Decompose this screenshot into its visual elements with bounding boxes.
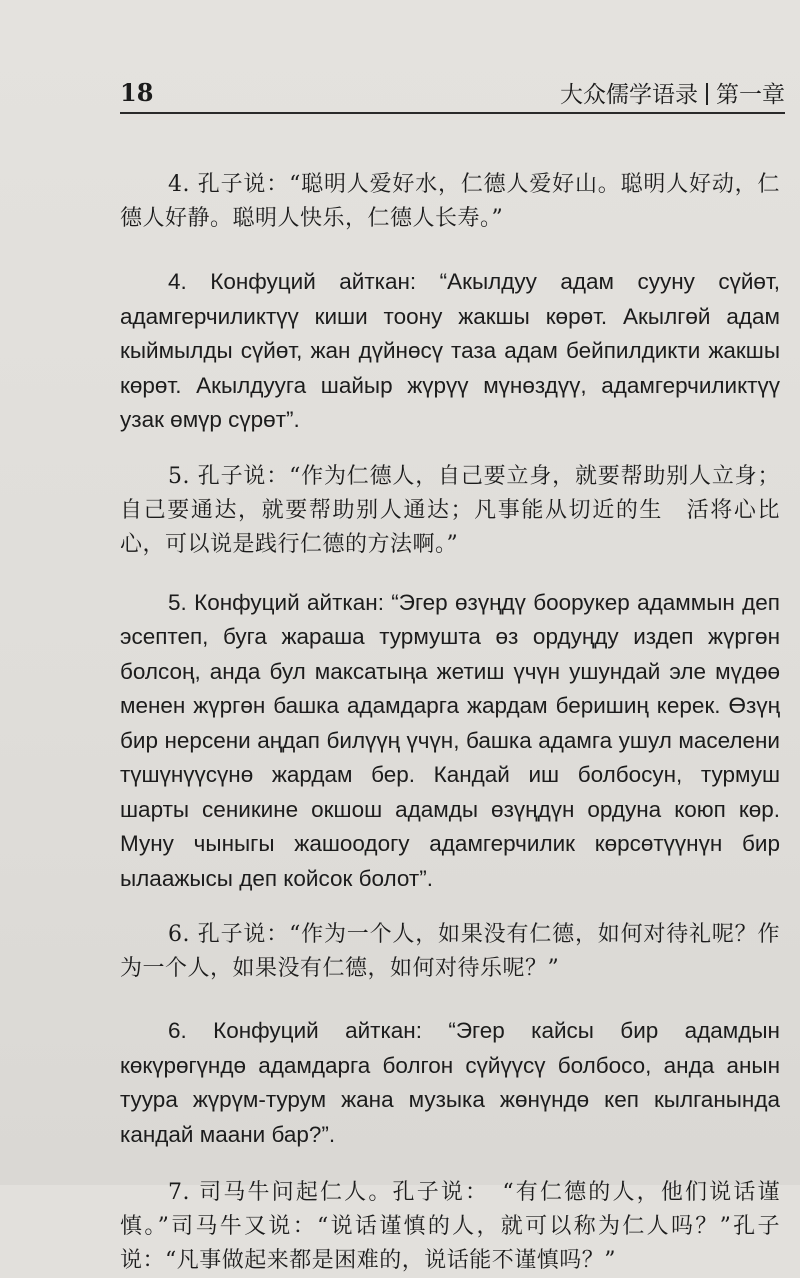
paragraph-ky-4: 4. Конфуций айткан: “Акылдуу адам сууну сүйөт, адамгерчиликтүү киши тоону жакшы көрөт. Акылгөй адам кыймылды сүйөт, жан дүйнөсү таза адам бейпилдикти жакшы көрөт. Акылдууга шайыр жүрүү мүнөздүү, адамгерчиликтүү узак өмүр сүрөт”. bbox=[120, 269, 780, 432]
page-content bbox=[120, 168, 780, 1278]
page-number: 18 bbox=[120, 78, 154, 107]
book-title: 大众儒学语录 bbox=[560, 82, 698, 108]
paragraph-ky-5: 5. Конфуций айткан: “Эгер өзүңдү боорукер адаммын деп эсептеп, буга жараша турмушта өз ордуңду издеп жүргөн болсоң, анда бул максатыңа жетиш үчүн ушундай эле мүдөө менен жүргөн башка адамдарга жардам беришиң керек. Өзүң бир нерсени аңдап билүүң үчүн, башка адамга ушул маселени түшүнүүсүнө жардам бер. Кандай иш болбосун, турмуш шарты сеникине окшош адамды өзүңдүн ордуна коюп көр. Муну чыныгы жашоодогу адамгерчилик көрсөтүүнүн бир ылаажысы деп койсок болот”. bbox=[120, 589, 780, 891]
paragraph-ky-6: 6. Конфуций айткан: “Эгер кайсы бир адамдын көкүрөгүндө адамдарга болгон сүйүүсү болбосо, анда анын туура жүрүм-турум жана музыка жөнүндө кеп кылганында кандай маани бар?”. bbox=[120, 1018, 780, 1147]
title-separator bbox=[706, 83, 708, 105]
paragraph-zh-5: 5. 孔子说：“作为仁德人，自己要立身，就要帮助别人立身；自己要通达，就要帮助别人通达；凡事能从切近的生 活将心比心，可以说是践行仁德的方法啊。” bbox=[120, 463, 780, 557]
paragraph-zh-4: 4. 孔子说：“聪明人爱好水，仁德人爱好山。聪明人好动，仁德人好静。聪明人快乐，仁德人长寿。” bbox=[120, 172, 780, 231]
paragraph-zh-6: 6. 孔子说：“作为一个人，如果没有仁德，如何对待礼呢？作为一个人，如果没有仁德，如何对待乐呢？” bbox=[120, 922, 780, 981]
page-header bbox=[120, 78, 785, 114]
running-title bbox=[560, 80, 785, 110]
chapter-label: 第一章 bbox=[716, 82, 785, 108]
paragraph-zh-7: 7. 司马牛问起仁人。孔子说： “有仁德的人，他们说话谨慎。”司马牛又说：“说话谨慎的人，就可以称为仁人吗？”孔子说：“凡事做起来都是困难的，说话能不谨慎吗？” bbox=[120, 1180, 780, 1273]
